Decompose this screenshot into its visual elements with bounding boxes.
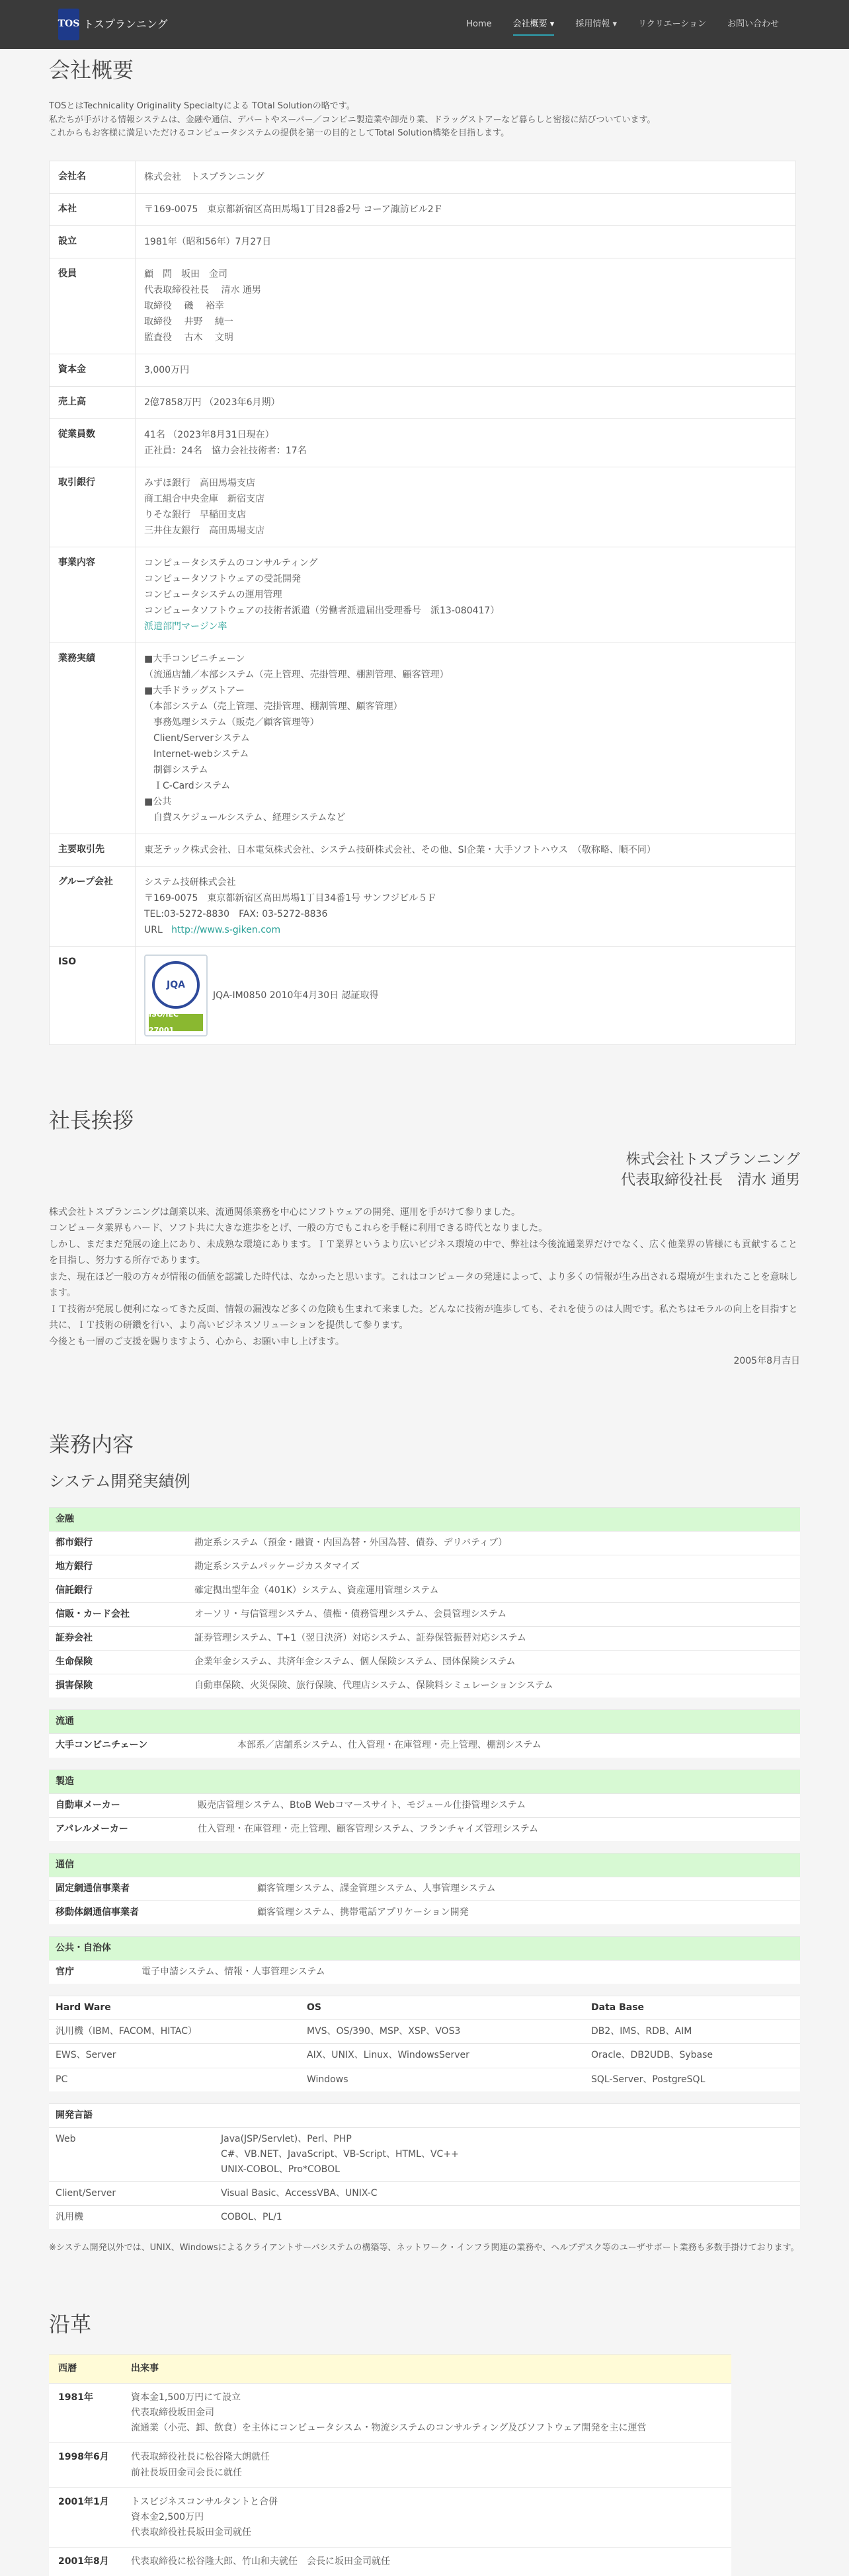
system-description: 勘定系システムパッケージカスタマイズ <box>188 1555 800 1579</box>
client-type: 地方銀行 <box>49 1555 188 1579</box>
company-row-label: 業務実績 <box>50 643 136 834</box>
client-type: 生命保険 <box>49 1651 188 1674</box>
environment-row <box>49 2020 800 2044</box>
value-line: ■公共 <box>144 797 172 808</box>
nav-contact[interactable]: お問い合わせ <box>727 19 779 30</box>
iso-certification <box>144 955 787 1036</box>
value-line: 制御システム <box>144 765 208 776</box>
brand[interactable] <box>58 9 168 40</box>
client-type: 官庁 <box>49 1961 135 1984</box>
value-line: 代表取締役社長 清水 通男 <box>144 285 261 296</box>
industry-header <box>49 1770 800 1793</box>
company-row-label: 本社 <box>50 194 136 226</box>
nav-home[interactable]: Home <box>466 19 492 30</box>
environment-column-header: Hard Ware <box>49 1996 300 2020</box>
environment-cell: Oracle、DB2UDB、Sybase <box>585 2044 800 2068</box>
client-type: 証券会社 <box>49 1627 188 1651</box>
language-list <box>214 2127 800 2181</box>
value-line: 監査役 古木 文明 <box>144 332 233 344</box>
company-row-label: 資本金 <box>50 354 136 387</box>
company-row <box>50 226 796 258</box>
value-line: TEL:03-5272-8830 FAX: 03-5272-8836 <box>144 909 328 920</box>
system-description: 販売店管理システム、BtoB Webコマースサイト、モジュール仕掛管理システム <box>191 1793 800 1817</box>
language-row <box>49 2206 800 2230</box>
company-row-label: 設立 <box>50 226 136 258</box>
business-groups <box>49 1507 800 1984</box>
language-env: Web <box>49 2127 214 2181</box>
company-row <box>50 354 796 387</box>
history-column-header: 出来事 <box>122 2355 731 2384</box>
greeting-date: 2005年8月吉日 <box>733 1356 800 1367</box>
url-line <box>144 922 787 938</box>
system-description: 確定拠出型年金（401K）システム、資産運用管理システム <box>188 1579 800 1602</box>
company-row <box>50 547 796 643</box>
history-line: 資本金1,500万円にて設立 <box>131 2392 241 2403</box>
company-row-value <box>136 947 796 1045</box>
company-row-label: 売上高 <box>50 387 136 419</box>
value-line: 正社員：24名 協力会社技術者：17名 <box>144 446 307 457</box>
company-intro <box>49 100 800 141</box>
company-title: 会社概要 <box>49 58 134 83</box>
company-row-label: 取引銀行 <box>50 467 136 547</box>
business-note: ※システム開発以外では、UNIX、Windowsによるクライアントサーバシステムの構築等、ネットワーク・インフラ関連の業務や、ヘルプデスク等のユーザサポート業務も多数手掛けております。 <box>49 2243 799 2253</box>
value-line: 〒169-0075 東京都新宿区高田馬場1丁目28番2号 コーア諏訪ビル2Ｆ <box>144 204 443 215</box>
industry-row <box>49 1877 800 1900</box>
environment-table <box>49 1996 800 2091</box>
company-row-value <box>136 467 796 547</box>
system-description: 本部系／店舗系システム、仕入管理・在庫管理・売上管理、棚割システム <box>231 1734 800 1758</box>
industry-header <box>49 1710 800 1734</box>
nav-recruit[interactable]: 採用情報 ▾ <box>575 19 618 30</box>
company-row <box>50 947 796 1045</box>
greeting-paragraph: しかし、まだまだ発展の途上にあり、未成熟な環境にあります。ＩＴ業界というより広いビジネス環境の中で、弊社は今後流通業界だけでなく、広く他業界の皆様にも貢献することを目指し、努力する所存であります。 <box>49 1239 797 1267</box>
system-description: 電子申請システム、情報・人事管理システム <box>135 1961 800 1984</box>
history-column-header: 西暦 <box>49 2355 122 2384</box>
industry-table <box>49 1770 800 1841</box>
value-line: Client/Serverシステム <box>144 733 250 744</box>
language-line: Visual Basic、AccessVBA、UNIX-C <box>221 2188 378 2199</box>
value-line: 顧 問 坂田 金司 <box>144 269 227 280</box>
environment-row <box>49 2068 800 2091</box>
language-line: C#、VB.NET、JavaScript、VB-Script、HTML、VC++ <box>221 2148 459 2160</box>
company-row <box>50 387 796 419</box>
language-row <box>49 2182 800 2206</box>
industry-row <box>49 1900 800 1924</box>
history-line: 代表取締役社長に松谷隆大朗就任 <box>131 2452 270 2463</box>
history-event <box>122 2443 731 2487</box>
history-title: 沿革 <box>49 2312 92 2337</box>
company-row-value <box>136 419 796 467</box>
history-line: 代表取締役坂田金司 <box>131 2407 214 2419</box>
environment-header <box>49 1996 800 2020</box>
industry-table <box>49 1507 800 1698</box>
company-row <box>50 258 796 354</box>
value-line: コンピュータシステムのコンサルティング <box>144 558 318 569</box>
client-type: 固定網通信事業者 <box>49 1877 251 1900</box>
history-line: トスビジネスコンサルタントと合併 <box>131 2496 278 2507</box>
value-line: りそな銀行 早稲田支店 <box>144 510 246 521</box>
environment-cell: MVS、OS/390、MSP、XSP、VOS3 <box>300 2020 585 2044</box>
business-title: 業務内容 <box>49 1432 134 1458</box>
language-header-label: 開発言語 <box>49 2103 800 2127</box>
industry-header <box>49 1937 800 1961</box>
industry-name: 製造 <box>49 1770 800 1793</box>
client-type: アパレルメーカー <box>49 1817 191 1841</box>
value-line: （本部システム（売上管理、売掛管理、棚割管理、顧客管理） <box>144 701 403 713</box>
language-env: 汎用機 <box>49 2206 214 2230</box>
value-line: 自費スケジュールシステム、経理システムなど <box>144 812 346 824</box>
value-line: 取締役 井野 純一 <box>144 317 233 328</box>
client-type: 信託銀行 <box>49 1579 188 1602</box>
company-row <box>50 194 796 226</box>
iso-badge-icon <box>144 955 208 1036</box>
company-row <box>50 467 796 547</box>
history-year: 2001年1月 <box>49 2487 122 2547</box>
intro-line: これからもお客様に満足いただけるコンピュータシステムの提供を第一の目的としてTotal Solution構築を目指します。 <box>49 128 510 139</box>
history-row <box>49 2443 731 2487</box>
language-header <box>49 2103 800 2127</box>
company-row-label: 会社名 <box>50 161 136 194</box>
company-row-value <box>136 834 796 867</box>
environment-row <box>49 2044 800 2068</box>
company-table <box>49 161 796 1045</box>
industry-row <box>49 1674 800 1698</box>
history-year: 2001年8月 <box>49 2547 122 2576</box>
industry-name: 通信 <box>49 1853 800 1877</box>
environment-cell: SQL-Server、PostgreSQL <box>585 2068 800 2091</box>
group-company-link[interactable]: http://www.s-giken.com <box>171 925 281 936</box>
company-row-label: 事業内容 <box>50 547 136 643</box>
company-row-value <box>136 258 796 354</box>
company-row <box>50 161 796 194</box>
company-row-value <box>136 867 796 947</box>
history-event <box>122 2487 731 2547</box>
system-description: 顧客管理システム、携帯電話アプリケーション開発 <box>251 1900 800 1924</box>
company-row-label: 役員 <box>50 258 136 354</box>
greeting-paragraph: また、現在ほど一般の方々が情報の価値を認識した時代は、なかったと思います。これはコンピュータの発達によって、より多くの情報が生み出される環境が生まれたことを意味します。 <box>49 1271 798 1299</box>
history-row <box>49 2384 731 2443</box>
industry-row <box>49 1793 800 1817</box>
brand-name[interactable]: トスプランニング <box>83 17 168 30</box>
value-line: 2億7858万円 （2023年6月期） <box>144 397 280 409</box>
value-line: コンピュータソフトウェアの技術者派遣（労働者派遣届出受理番号 派13-080417） <box>144 605 500 617</box>
company-row <box>50 834 796 867</box>
environment-column-header: Data Base <box>585 1996 800 2020</box>
industry-name: 流通 <box>49 1710 800 1734</box>
system-description: 自動車保険、火災保険、旅行保険、代理店システム、保険料シミュレーションシステム <box>188 1674 800 1698</box>
industry-row <box>49 1579 800 1602</box>
value-line: Internet-webシステム <box>144 749 249 760</box>
nav-company[interactable]: 会社概要 ▾ <box>503 1 565 47</box>
history-table <box>49 2354 731 2576</box>
history-line: 資本金2,500万円 <box>131 2511 204 2522</box>
system-description: オーソリ・与信管理システム、債権・債務管理システム、会員管理システム <box>188 1602 800 1626</box>
nav-recreation[interactable]: リクリエーション <box>638 19 706 30</box>
company-row-label: 主要取引先 <box>50 834 136 867</box>
greeting-company: 株式会社トスプランニング <box>626 1151 800 1168</box>
industry-row <box>49 1961 800 1984</box>
client-type: 都市銀行 <box>49 1531 188 1555</box>
client-type: 信販・カード会社 <box>49 1602 188 1626</box>
history-year: 1981年 <box>49 2384 122 2443</box>
system-description: 企業年金システム、共済年金システム、個人保険システム、団体保険システム <box>188 1651 800 1674</box>
industry-name: 公共・自治体 <box>49 1937 800 1961</box>
environment-cell: PC <box>49 2068 300 2091</box>
company-row-value <box>136 354 796 387</box>
greeting-paragraph: 株式会社トスプランニングは創業以来、流通関係業務を中心にソフトウェアの開発、運用を手がけて参りました。 <box>49 1206 521 1218</box>
language-env: Client/Server <box>49 2182 214 2206</box>
industry-table <box>49 1936 800 1984</box>
industry-row <box>49 1817 800 1841</box>
value-line: ■大手ドラッグストアー <box>144 685 245 697</box>
iso-standard-label: ISO/IEC 27001 <box>149 1014 203 1031</box>
company-logo[interactable]: TOS <box>58 9 79 40</box>
history-year: 1998年6月 <box>49 2443 122 2487</box>
industry-header <box>49 1507 800 1531</box>
greeting-paragraph: コンピュータ業界もハード、ソフト共に大きな進歩をとげ、一般の方でもこれらを手軽に利用できる時代となりました。 <box>49 1223 548 1234</box>
value-line: 商工組合中央金庫 新宿支店 <box>144 494 264 505</box>
greeting-paragraph: 今後とも一層のご支援を賜りますよう、心から、お願い申し上げます。 <box>49 1336 344 1347</box>
history-event <box>122 2547 731 2576</box>
industry-row <box>49 1734 800 1758</box>
history-row <box>49 2547 731 2576</box>
company-row <box>50 643 796 834</box>
business-subtitle: システム開発実績例 <box>49 1471 190 1491</box>
language-line: COBOL、PL/1 <box>221 2212 282 2223</box>
company-row-value <box>136 226 796 258</box>
industry-row <box>49 1531 800 1555</box>
value-line: 41名 （2023年8月31日現在） <box>144 430 274 441</box>
value-line: 東芝テック株式会社、日本電気株式会社、システム技研株式会社、その他、SI企業・大手ソフトハウス （敬称略、順不同） <box>144 845 656 856</box>
language-line: Java(JSP/Servlet)、Perl、PHP <box>221 2133 352 2144</box>
client-type: 大手コンビニチェーン <box>49 1734 231 1758</box>
greeting-signature <box>49 1150 800 1191</box>
system-description: 勘定系システム（預金・融資・内国為替・外国為替、債券、デリバティブ） <box>188 1531 800 1555</box>
value-line: 取締役 磯 裕幸 <box>144 301 224 312</box>
history-row <box>49 2487 731 2547</box>
intro-line: 私たちが手がける情報システムは、金融や通信、デパートやスーパー／コンビニ製造業や卸売り業、ドラッグストアーなど暮らしと密接に結びついています。 <box>49 114 656 125</box>
language-row <box>49 2127 800 2181</box>
greeting-signer: 代表取締役社長 清水 通男 <box>621 1171 800 1189</box>
main-nav <box>456 1 789 47</box>
iso-badge-mark: JQA <box>152 961 200 1009</box>
environment-cell: DB2、IMS、RDB、AIM <box>585 2020 800 2044</box>
greeting-section <box>49 1150 800 1369</box>
industry-name: 金融 <box>49 1507 800 1531</box>
company-row <box>50 867 796 947</box>
value-line: コンピュータソフトウェアの受託開発 <box>144 574 302 585</box>
language-table <box>49 2103 800 2230</box>
client-type: 自動車メーカー <box>49 1793 191 1817</box>
history-event <box>122 2384 731 2443</box>
greeting-title: 社長挨拶 <box>49 1108 134 1134</box>
industry-row <box>49 1555 800 1579</box>
value-line: （流通店舗／本部システム（売上管理、売掛管理、棚割管理、顧客管理） <box>144 670 449 681</box>
history-line: 前社長坂田金司会長に就任 <box>131 2467 242 2478</box>
industry-row <box>49 1602 800 1626</box>
company-row-label: グループ会社 <box>50 867 136 947</box>
history-line: 流通業（小売、卸、飲食）を主体にコンピュータシスム・物流システムのコンサルティング及びソフトウェア開発を主に運営 <box>131 2423 647 2434</box>
url-label: URL <box>144 925 163 936</box>
value-line: みずほ銀行 高田馬場支店 <box>144 478 255 489</box>
system-description: 仕入管理・在庫管理・売上管理、顧客管理システム、フランチャイズ管理システム <box>191 1817 800 1841</box>
client-type: 損害保険 <box>49 1674 188 1698</box>
industry-row <box>49 1651 800 1674</box>
environment-cell: AIX、UNIX、Linux、WindowsServer <box>300 2044 585 2068</box>
company-row-label: ISO <box>50 947 136 1045</box>
margin-rate-link[interactable]: 派遣部門マージン率 <box>144 621 227 633</box>
environment-cell: 汎用機（IBM、FACOM、HITAC） <box>49 2020 300 2044</box>
iso-text: JQA-IM0850 2010年4月30日 認証取得 <box>213 990 379 1001</box>
value-line: 3,000万円 <box>144 365 190 376</box>
history-line: 代表取締役社長坂田金司就任 <box>131 2526 251 2538</box>
value-line: 〒169-0075 東京都新宿区高田馬場1丁目34番1号 サンフジビル５Ｆ <box>144 893 437 904</box>
value-line: 株式会社 トスプランニング <box>144 172 264 183</box>
industry-header <box>49 1853 800 1877</box>
value-line: システム技研株式会社 <box>144 877 236 888</box>
company-row-value <box>136 194 796 226</box>
intro-line: TOSとはTechnicality Originality Specialtyによる TOtal Solutionの略です。 <box>49 100 355 111</box>
greeting-paragraph: ＩＴ技術が発展し便利になってきた反面、情報の漏洩など多くの危険も生まれて来ました。どんなに技術が進歩しても、それを使うのは人間です。私たちはモラルの向上を目指すと共に、ＩＴ技術の研鑽を行い、より高いビジネスソリューションを提供して参ります。 <box>49 1304 798 1331</box>
company-row-value <box>136 547 796 643</box>
environment-cell: EWS、Server <box>49 2044 300 2068</box>
company-row-value <box>136 161 796 194</box>
value-line: ■大手コンビニチェーン <box>144 654 245 665</box>
environment-column-header: OS <box>300 1996 585 2020</box>
industry-row <box>49 1627 800 1651</box>
client-type: 移動体網通信事業者 <box>49 1900 251 1924</box>
company-row-value <box>136 643 796 834</box>
value-line: ＩC-Cardシステム <box>144 781 231 792</box>
language-list <box>214 2206 800 2230</box>
company-row-label: 従業員数 <box>50 419 136 467</box>
environment-cell: Windows <box>300 2068 585 2091</box>
top-navbar <box>0 0 849 49</box>
company-row <box>50 419 796 467</box>
value-line: 事務処理システム（販売／顧客管理等） <box>144 717 319 728</box>
language-line: UNIX-COBOL、Pro*COBOL <box>221 2164 340 2175</box>
value-line: 三井住友銀行 高田馬場支店 <box>144 526 264 537</box>
industry-table <box>49 1853 800 1924</box>
industry-table <box>49 1709 800 1757</box>
value-line: コンピュータシステムの運用管理 <box>144 590 282 601</box>
company-row-value <box>136 387 796 419</box>
system-description: 顧客管理システム、課金管理システム、人事管理システム <box>251 1877 800 1900</box>
history-line: 代表取締役に松谷隆大郎、竹山和夫就任 会長に坂田金司就任 <box>131 2556 390 2567</box>
history-header <box>49 2355 731 2384</box>
language-list <box>214 2182 800 2206</box>
greeting-body <box>49 1204 800 1350</box>
value-line: 1981年（昭和56年）7月27日 <box>144 237 272 248</box>
system-description: 証券管理システム、T+1（翌日決済）対応システム、証券保管振替対応システム <box>188 1627 800 1651</box>
